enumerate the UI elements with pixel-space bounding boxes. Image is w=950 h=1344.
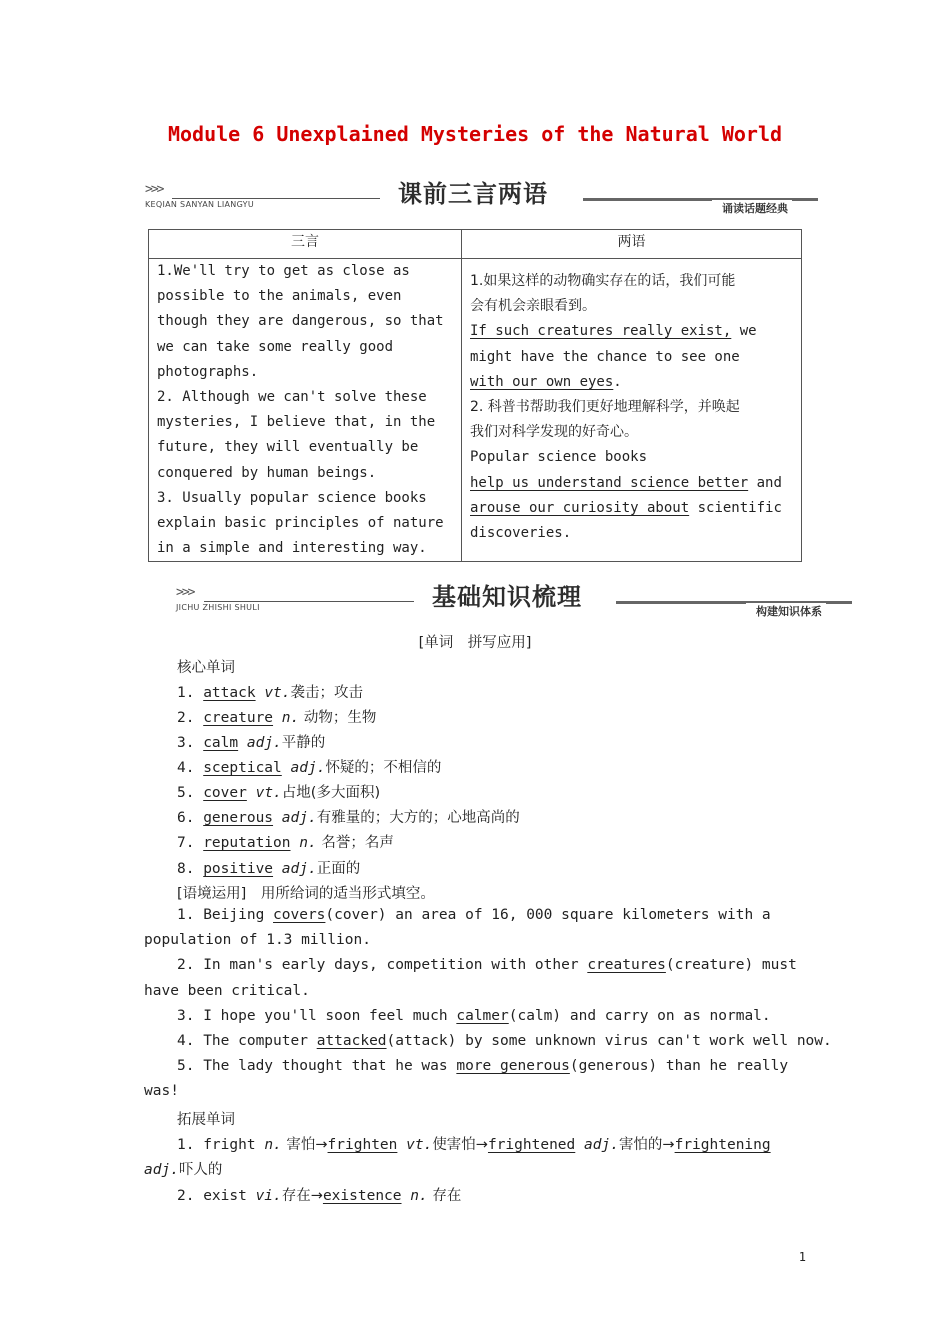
answer-blank: attacked [316, 1033, 387, 1049]
text-line: 2. Although we can't solve these [157, 389, 427, 406]
text-line: mysteries, I believe that, in the [157, 414, 436, 431]
expand-line [177, 1184, 857, 1205]
text-line: Popular science books [470, 449, 648, 466]
meaning: 有雅量的；大方的；心地高尚的 [316, 810, 520, 826]
part-of-speech: vt. [255, 785, 282, 801]
text-span: (creature) must [665, 957, 797, 973]
banner-heading: 课前三言两语 [398, 180, 548, 208]
answer-blank: arouse our curiosity about [470, 499, 690, 516]
expand-words-label: 拓展单词 [177, 1112, 235, 1128]
answer-blank: attack [203, 685, 256, 701]
banner-tag: 诵读话题经典 [712, 200, 792, 216]
text-span: (cover) an area of 16, 000 square kilometers with a [325, 907, 771, 923]
exercise-line [177, 1033, 857, 1049]
text-span: 2. In man's early days, competition with other [177, 957, 588, 973]
part-of-speech: vi. [255, 1188, 282, 1204]
text-line: possible to the animals, even [157, 288, 402, 305]
answer-blank: sceptical [203, 760, 282, 776]
text-line: we can take some really good [157, 338, 394, 355]
exercise-line: have been critical. [144, 983, 310, 999]
part-of-speech: n. [264, 1137, 282, 1153]
part-of-speech: adj. [575, 1137, 619, 1153]
meaning: 怀疑的；不相信的 [325, 760, 442, 776]
exercise-line [177, 957, 857, 973]
chevron-icon: >>> [176, 585, 194, 600]
text-line: future, they will eventually be [157, 439, 419, 456]
text-line: 我们对科学发现的好奇心。 [470, 424, 638, 441]
part-of-speech: adj. [290, 760, 326, 776]
text-line: photographs. [157, 363, 259, 380]
part-of-speech: adj. [281, 861, 317, 877]
exercise-line [177, 1058, 857, 1074]
text-line [470, 370, 793, 395]
exercise-line: population of 1.3 million. [144, 932, 371, 948]
table-cell-liangyu [462, 259, 802, 562]
part-of-speech: adj. [281, 810, 317, 826]
part-of-speech: n. [281, 710, 300, 726]
text-line [470, 471, 793, 496]
item-number: 1. [177, 685, 195, 701]
meaning: 害怕的→ [618, 1137, 675, 1153]
meaning: 存在→ [281, 1188, 323, 1204]
item-number: 7. [177, 835, 195, 851]
text-line: 1.We'll try to get as close as [157, 263, 410, 279]
part-of-speech: vt. [264, 685, 291, 701]
text-line [470, 319, 793, 344]
section-banner-preview [0, 174, 950, 214]
text-span: 2. exist [177, 1188, 256, 1204]
divider [172, 198, 380, 199]
answer-blank: frighten [327, 1137, 398, 1153]
answer-blank: calm [203, 735, 239, 751]
page-number: 1 [798, 1250, 806, 1264]
meaning: 正面的 [316, 861, 361, 877]
text-line: explain basic principles of nature [157, 515, 444, 532]
table-header-sanyan: 三言 [149, 230, 462, 259]
banner-pinyin: KEQIAN SANYAN LIANGYU [145, 200, 255, 209]
text-line [470, 496, 793, 521]
list-item [177, 756, 857, 777]
text-span: 1. fright [177, 1137, 265, 1153]
text-span: . [613, 373, 622, 390]
table-header-liangyu: 两语 [462, 230, 802, 259]
meaning: 存在 [427, 1188, 462, 1204]
text-span: scientific [689, 499, 782, 516]
chevron-icon: >>> [145, 182, 163, 197]
answer-blank: with our own eyes [470, 373, 614, 390]
answer-blank: frightening [674, 1137, 771, 1153]
text-span: 1. Beijing [177, 907, 274, 923]
list-item [177, 681, 857, 702]
answer-blank: If such creatures really exist, [470, 323, 732, 340]
part-of-speech: adj. [144, 1162, 179, 1178]
answer-blank: more generous [456, 1058, 570, 1074]
exercise-line [177, 907, 857, 923]
part-of-speech: adj. [246, 735, 282, 751]
list-item [177, 857, 857, 878]
meaning: 动物；生物 [299, 710, 377, 726]
item-number: 4. [177, 760, 195, 776]
sentences-table [148, 229, 802, 562]
answer-blank: creature [203, 710, 274, 726]
meaning: 平静的 [281, 735, 326, 751]
answer-blank: cover [203, 785, 247, 801]
text-line: 会有机会亲眼看到。 [470, 298, 596, 315]
text-line: 1.如果这样的动物确实存在的话，我们可能 [470, 273, 736, 289]
list-item [177, 706, 857, 727]
list-item [177, 781, 857, 802]
answer-blank: covers [273, 907, 326, 923]
divider [204, 601, 414, 602]
answer-blank: existence [322, 1188, 402, 1204]
text-span: we [731, 323, 757, 340]
expand-line [177, 1133, 857, 1154]
item-number: 3. [177, 735, 195, 751]
item-number: 5. [177, 785, 195, 801]
answer-blank: generous [203, 810, 274, 826]
expand-line [144, 1158, 824, 1179]
answer-blank: creatures [587, 957, 666, 973]
item-number: 2. [177, 710, 195, 726]
part-of-speech: n. [299, 835, 317, 851]
page-title: Module 6 Unexplained Mysteries of the Natural World [167, 122, 783, 146]
banner-pinyin: JICHU ZHISHI SHULI [176, 603, 260, 612]
table-cell-sanyan [149, 259, 462, 562]
part-of-speech: n. [401, 1188, 428, 1204]
text-line: though they are dangerous, so that [157, 313, 444, 330]
text-line: might have the chance to see one [470, 348, 740, 365]
exercise-line [177, 1008, 857, 1024]
answer-blank: frightened [487, 1137, 576, 1153]
answer-blank: help us understand science better [470, 474, 749, 491]
list-item [177, 831, 857, 852]
section-banner-basics [0, 577, 950, 617]
meaning: 占地(多大面积) [281, 785, 381, 801]
text-span: and [748, 474, 782, 491]
list-item [177, 731, 857, 752]
text-span: 3. I hope you'll soon feel much [177, 1008, 457, 1024]
answer-blank: calmer [456, 1008, 509, 1024]
list-item [177, 806, 857, 827]
part-of-speech: vt. [397, 1137, 433, 1153]
text-line: conquered by human beings. [157, 464, 377, 481]
meaning: 害怕→ [281, 1137, 328, 1153]
text-line: 2. 科普书帮助我们更好地理解科学，并唤起 [470, 399, 740, 416]
text-line: discoveries. [470, 525, 572, 542]
item-number: 8. [177, 861, 195, 877]
context-label: [语境运用] 用所给词的适当形式填空。 [177, 886, 435, 902]
banner-heading: 基础知识梳理 [432, 583, 582, 611]
item-number: 6. [177, 810, 195, 826]
banner-tag: 构建知识体系 [746, 603, 826, 619]
answer-blank: reputation [203, 835, 291, 851]
text-line: in a simple and interesting way. [157, 540, 427, 557]
text-span: (calm) and carry on as normal. [508, 1008, 771, 1024]
section-title: [单词 拼写应用] [418, 635, 532, 651]
meaning: 袭击；攻击 [290, 685, 364, 701]
text-span: 4. The computer [177, 1033, 317, 1049]
meaning: 名誉；名声 [316, 835, 394, 851]
text-span: (generous) than he really [569, 1058, 789, 1074]
text-span: (attack) by some unknown virus can't work well now. [386, 1033, 832, 1049]
text-line: 3. Usually popular science books [157, 489, 427, 506]
meaning: 使害怕→ [432, 1137, 488, 1153]
text-span: 5. The lady thought that he was [177, 1058, 457, 1074]
exercise-line: was! [144, 1083, 179, 1099]
meaning: 吓人的 [178, 1162, 223, 1178]
answer-blank: positive [203, 861, 274, 877]
core-words-label: 核心单词 [177, 660, 235, 676]
